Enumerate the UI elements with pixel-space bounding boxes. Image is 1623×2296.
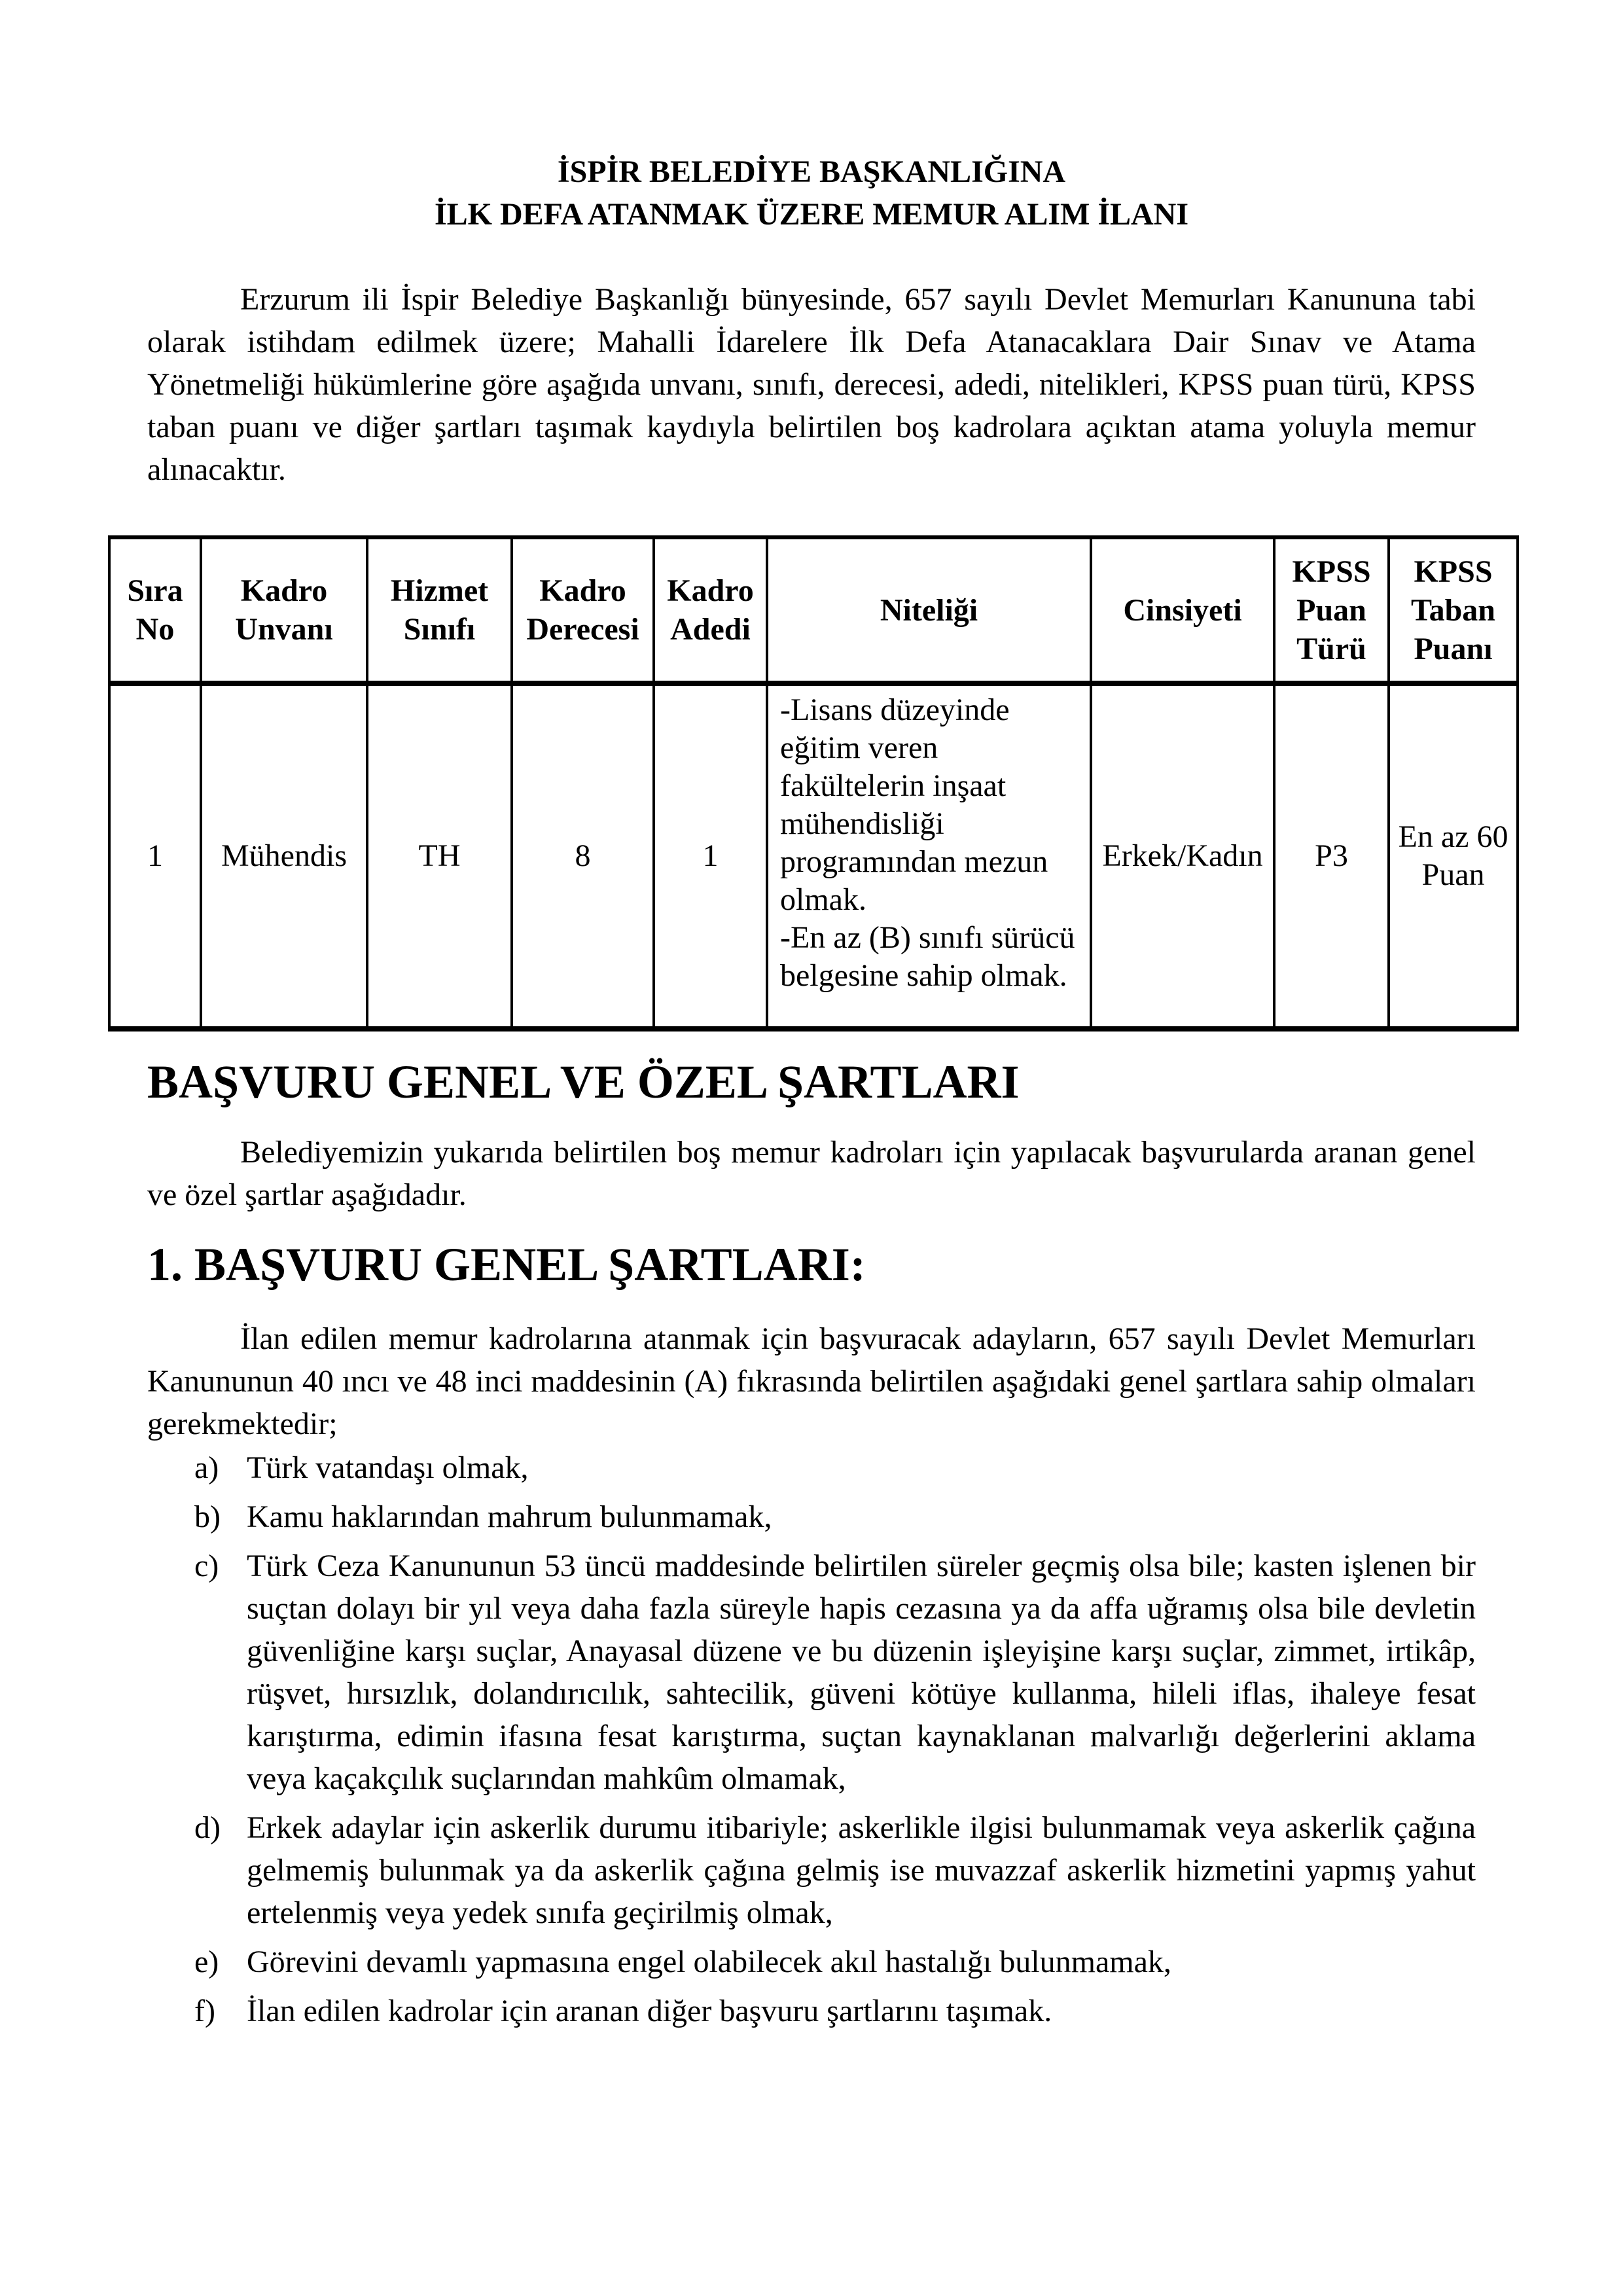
condition-marker: d) bbox=[194, 1810, 221, 1845]
document-title bbox=[0, 0, 1623, 236]
cell-sira-no: 1 bbox=[109, 683, 201, 1029]
col-header-kadro-unvani: Kadro Unvanı bbox=[201, 537, 367, 683]
cell-kadro-unvani: Mühendis bbox=[201, 683, 367, 1029]
condition-item-c bbox=[147, 1545, 1476, 1800]
positions-table bbox=[108, 535, 1519, 1031]
condition-text: Görevini devamlı yapmasına engel olabilecek akıl hastalığı bulunmamak, bbox=[247, 1945, 1171, 1979]
col-header-niteligi: Niteliği bbox=[767, 537, 1091, 683]
condition-text: Türk vatandaşı olmak, bbox=[247, 1450, 529, 1485]
positions-table-header bbox=[109, 537, 1518, 683]
col-header-cinsiyeti: Cinsiyeti bbox=[1091, 537, 1274, 683]
cell-kadro-adedi: 1 bbox=[654, 683, 767, 1029]
col-header-sira-no: Sıra No bbox=[109, 537, 201, 683]
qualification-line: -En az (B) sınıfı sürücü belgesine sahip olmak. bbox=[780, 920, 1075, 993]
condition-text: Kamu haklarından mahrum bulunmamak, bbox=[247, 1499, 772, 1534]
col-header-kadro-adedi: Kadro Adedi bbox=[654, 537, 767, 683]
condition-marker: b) bbox=[194, 1499, 221, 1534]
condition-text: Türk Ceza Kanununun 53 üncü maddesinde belirtilen süreler geçmiş olsa bile; kasten işlenen bir suçtan dolayı bir yıl veya daha fazla süreyle hapis cezasına ya da affa uğramış olsa bile devletin güvenliğine karşı suçlar, Anayasal düzene ve bu düzenin işleyişine karşı suçlar, zimmet, irtikâp, rüşvet, hırsızlık, dolandırıcılık, sahtecilik, güveni kötüye kullanma, hileli iflas, ihaleye fesat karıştırma, edimin ifasına fesat karıştırma, suçtan kaynaklanan malvarlığı değerlerini aklama veya kaçakçılık suçlarından mahkûm olmamak, bbox=[247, 1549, 1476, 1796]
col-header-hizmet-sinifi: Hizmet Sınıfı bbox=[367, 537, 512, 683]
cell-kadro-derecesi: 8 bbox=[512, 683, 654, 1029]
title-line-2: İLK DEFA ATANMAK ÜZERE MEMUR ALIM İLANI bbox=[434, 197, 1189, 232]
general-conditions-list bbox=[147, 1446, 1476, 2032]
condition-text: İlan edilen kadrolar için aranan diğer başvuru şartlarını taşımak. bbox=[247, 1994, 1052, 2028]
subsection-intro-paragraph: İlan edilen memur kadrolarına atanmak için başvuracak adayların, 657 sayılı Devlet Memurları Kanununun 40 ıncı ve 48 inci maddesinin (A) fıkrasında belirtilen aşağıdaki genel şartlara sahip olmaları gerekmektedir; bbox=[147, 1321, 1476, 1441]
cell-hizmet-sinifi: TH bbox=[367, 683, 512, 1029]
qualification-line: -Lisans düzeyinde eğitim veren fakültelerin inşaat mühendisliği programından mezun olmak. bbox=[780, 692, 1048, 917]
intro-paragraph: Erzurum ili İspir Belediye Başkanlığı bünyesinde, 657 sayılı Devlet Memurları Kanununa tabi olarak istihdam edilmek üzere; Mahalli İdarelere İlk Defa Atanacaklara Dair Sınav ve Atama Yönetmeliği hükümlerine göre aşağıda unvanı, sınıfı, derecesi, adedi, nitelikleri, KPSS puan türü, KPSS taban puanı ve diğer şartları taşımak kaydıyla belirtilen boş kadrolara açıktan atama yoluyla memur alınacaktır. bbox=[147, 282, 1476, 487]
condition-item-f bbox=[147, 1990, 1476, 2032]
cell-niteligi bbox=[767, 683, 1091, 1029]
table-row bbox=[109, 683, 1518, 1029]
title-line-1: İSPİR BELEDİYE BAŞKANLIĞINA bbox=[557, 154, 1066, 189]
condition-text: Erkek adaylar için askerlik durumu itibariyle; askerlikle ilgisi bulunmamak veya askerlik çağına gelmemiş bulunmak ya da askerlik çağına gelmiş ise muvazzaf askerlik hizmetini yapmış yahut ertelenmiş veya yedek sınıfa geçirilmiş olmak, bbox=[247, 1810, 1476, 1930]
cell-cinsiyeti: Erkek/Kadın bbox=[1091, 683, 1274, 1029]
condition-item-b bbox=[147, 1496, 1476, 1538]
condition-item-a bbox=[147, 1446, 1476, 1489]
condition-item-e bbox=[147, 1941, 1476, 1983]
condition-marker: f) bbox=[194, 1994, 215, 2028]
condition-marker: e) bbox=[194, 1945, 219, 1979]
subsection-heading: 1. BAŞVURU GENEL ŞARTLARI: bbox=[147, 1238, 866, 1291]
col-header-kadro-derecesi: Kadro Derecesi bbox=[512, 537, 654, 683]
condition-marker: c) bbox=[194, 1549, 219, 1583]
section-intro-paragraph: Belediyemizin yukarıda belirtilen boş memur kadroları için yapılacak başvurularda aranan genel ve özel şartlar aşağıdadır. bbox=[147, 1135, 1476, 1212]
col-header-kpss-puan-turu: KPSS Puan Türü bbox=[1274, 537, 1389, 683]
cell-kpss-puan-turu: P3 bbox=[1274, 683, 1389, 1029]
col-header-kpss-taban-puani: KPSS Taban Puanı bbox=[1389, 537, 1518, 683]
cell-kpss-taban-puani: En az 60 Puan bbox=[1389, 683, 1518, 1029]
condition-item-d bbox=[147, 1806, 1476, 1934]
positions-table-body bbox=[109, 683, 1518, 1029]
section-heading: BAŞVURU GENEL VE ÖZEL ŞARTLARI bbox=[147, 1056, 1020, 1108]
condition-marker: a) bbox=[194, 1450, 219, 1485]
header-row bbox=[109, 537, 1518, 683]
